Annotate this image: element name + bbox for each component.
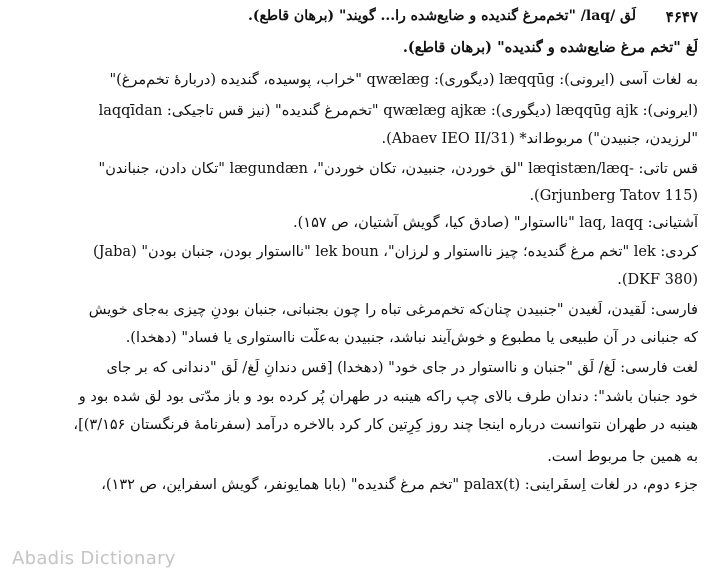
text-line: کردی: lek "تخم مرغ گندیده؛ چیز نااستوار و لرزان"، lek boun "نااستوار بودن، جنبان بودن" (Jaba) [93,244,698,260]
text-line: (Grjunberg Tatov 115). [529,188,698,204]
running-head: لَق /laq/ "تخم‌مرغ گندیده و ضایع‌شده را... گویند" (برهان قاطع). [247,8,636,24]
text-line: که جنبانی در آن طبیعی یا مطبوع و خوش‌آیند نباشد، جنبیدن به‌علّت نااستواری یا فساد" (دهخدا). [125,330,698,346]
watermark: Abadis Dictionary [12,548,176,569]
text-line: خود جنبان باشد": دندان طرف بالای چپ راکه هینبه در طهران پُر کرده بود و باز مدّتی بود لق شده بود و [78,389,698,405]
text-line: آشتیانی: laq, laqq "نااستوار" (صادق کیا، گویش آشتیان، ص ۱۵۷). [293,215,698,231]
text-line: فارسی: لَقیدن، لَغیدن "جنبیدن چنان‌که تخم‌مرغی تباه را چون بجنبانی، جنبان بودنِ چیزی به‌جای خویش [88,302,698,318]
page-number: ۴۶۴۷ [665,8,698,26]
text-line: (DKF 380). [617,272,698,288]
text-line: به لغات آسی (ایرونی): læqqūg (دیگوری): qwælæg "خراب، پوسیده، گندیده (دربارهٔ تخم‌مرغ)" [109,72,698,88]
text-line: هینبه در طهران نتوانست درباره اینجا چند روز کِرِتین کار کرد بالاخره درآمد (سفرنامهٔ فرنگستان ۳/۱۵۶)]، [73,417,698,433]
text-line: لغت فارسی: لَغ/ لَق "جنبان و نااستوار در جای خود" (دهخدا) [قس دندانِ لَغ/ لَق "دندانی که بر جای [106,360,698,376]
text-line: (ایرونی): læqqūg ajk (دیگوری): qwælæg ajkæ "تخم‌مرغ گندیده" (نیز قس تاجیکی: laqqīdan [98,103,698,119]
text-line: قس تاتی: -læqistæn/læq "لق خوردن، جنبیدن، تکان خوردن"، lægundæn "تکان دادن، جنباندن" [98,161,698,177]
text-line: جزء دوم، در لغات اِسفَراینی: palax(t) "تخم مرغ گندیده" (بابا همایونفر، گویش اسفراین، ص ۱۳۲)، [101,477,698,493]
page-header [60,8,698,30]
text-line: "لرزیدن، جنبیدن") مربوط‌اند* (Abaev IEO II/31). [381,131,698,147]
entry-headword-line: لَغ "تخم مرغ ضایع‌شده و گندیده" (برهان قاطع). [402,39,698,56]
text-line: به همین جا مربوط است. [547,449,698,465]
